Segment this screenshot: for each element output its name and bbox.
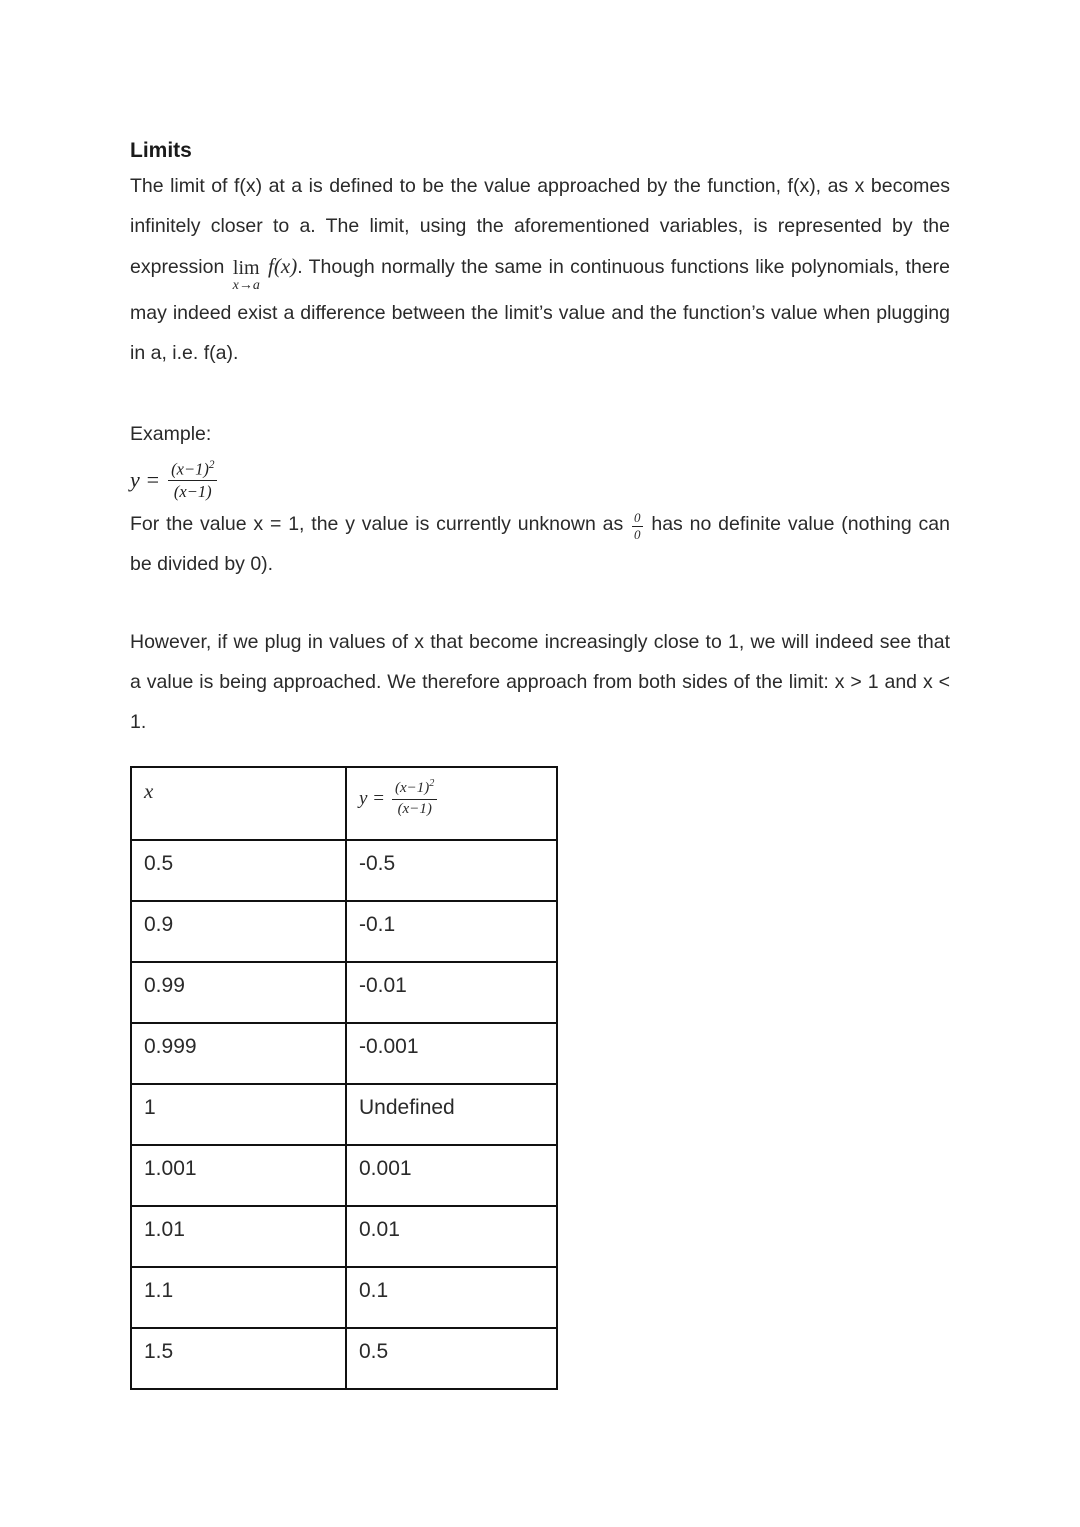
zero-over-zero-fraction bbox=[632, 511, 643, 541]
table-x-cell: 0.5 bbox=[131, 840, 346, 901]
example-label: Example: bbox=[130, 423, 212, 445]
table-row bbox=[131, 1084, 557, 1145]
value-paragraph bbox=[130, 504, 950, 584]
table-y-cell: -0.1 bbox=[346, 901, 557, 962]
however-paragraph: However, if we plug in values of x that become increasingly close to 1, we will indeed see that a value is being approached. We therefore approach from both sides of the limit: x > 1 and x < 1. bbox=[130, 631, 950, 734]
spacer bbox=[130, 373, 950, 414]
table-header-y bbox=[346, 767, 557, 840]
lim-operator: lim bbox=[232, 257, 260, 279]
table-row bbox=[131, 1145, 557, 1206]
table-y-cell: 0.5 bbox=[346, 1328, 557, 1389]
table-header-x bbox=[131, 767, 346, 840]
y-fraction-numerator bbox=[392, 779, 437, 800]
table-x-cell: 1 bbox=[131, 1084, 346, 1145]
table-y-cell: 0.001 bbox=[346, 1145, 557, 1206]
y-header-formula bbox=[359, 779, 544, 818]
numerator-text: (x−1) bbox=[171, 459, 209, 479]
table-row bbox=[131, 901, 557, 962]
table-y-cell: 0.1 bbox=[346, 1267, 557, 1328]
formula-fraction bbox=[168, 460, 217, 500]
fraction-numerator bbox=[168, 460, 217, 481]
table-y-cell: 0.01 bbox=[346, 1206, 557, 1267]
value-text-1: For the value x = 1, the y value is currently unknown as bbox=[130, 513, 631, 536]
table-row bbox=[131, 1267, 557, 1328]
example-formula bbox=[130, 460, 950, 500]
table-y-cell: -0.5 bbox=[346, 840, 557, 901]
table-row bbox=[131, 1206, 557, 1267]
table-header-row bbox=[131, 767, 557, 840]
function-notation: f(x) bbox=[261, 254, 298, 278]
table-y-cell: -0.01 bbox=[346, 962, 557, 1023]
y-numerator-exponent: 2 bbox=[429, 778, 435, 790]
table-x-cell: 1.1 bbox=[131, 1267, 346, 1328]
page-title: Limits bbox=[130, 139, 192, 162]
tiny-fraction-denominator: 0 bbox=[634, 527, 641, 543]
table-x-cell: 1.5 bbox=[131, 1328, 346, 1389]
tiny-fraction-numerator: 0 bbox=[634, 510, 641, 526]
table-y-cell: Undefined bbox=[346, 1084, 557, 1145]
fraction-denominator: (x−1) bbox=[173, 481, 212, 501]
y-formula-fraction bbox=[392, 779, 437, 818]
intro-paragraph bbox=[130, 166, 950, 373]
table-y-cell: -0.001 bbox=[346, 1023, 557, 1084]
value-text-2: has no definite value (nothing can be divided by 0). bbox=[130, 513, 950, 576]
y-numerator-text: (x−1) bbox=[395, 780, 430, 797]
numerator-exponent: 2 bbox=[208, 459, 215, 471]
spacer bbox=[130, 742, 950, 766]
intro-text-2: . Though normally the same in continuous functions like polynomials, there may indeed exist a difference between the limit’s value and the function’s value when plugging in a, i.e. f(a). bbox=[130, 256, 950, 364]
y-formula-lhs: y = bbox=[359, 787, 386, 809]
table-row bbox=[131, 962, 557, 1023]
y-fraction-denominator: (x−1) bbox=[397, 800, 432, 817]
lim-subscript: x→a bbox=[232, 278, 260, 293]
table-x-cell: 0.99 bbox=[131, 962, 346, 1023]
table-row bbox=[131, 840, 557, 901]
x-header-label: x bbox=[144, 779, 154, 804]
table-row bbox=[131, 1023, 557, 1084]
table-x-cell: 1.01 bbox=[131, 1206, 346, 1267]
limits-value-table bbox=[130, 766, 558, 1390]
table-row bbox=[131, 1328, 557, 1389]
formula-lhs: y = bbox=[130, 467, 161, 493]
table-x-cell: 1.001 bbox=[131, 1145, 346, 1206]
spacer bbox=[130, 584, 950, 622]
intro-text-1: The limit of f(x) at a is defined to be the value approached by the function, f(x), as x becomes infinitely closer to a. The limit, using the aforementioned variables, is represented by the expression bbox=[130, 175, 950, 278]
limit-expression bbox=[233, 258, 260, 293]
table-x-cell: 0.9 bbox=[131, 901, 346, 962]
table-x-cell: 0.999 bbox=[131, 1023, 346, 1084]
